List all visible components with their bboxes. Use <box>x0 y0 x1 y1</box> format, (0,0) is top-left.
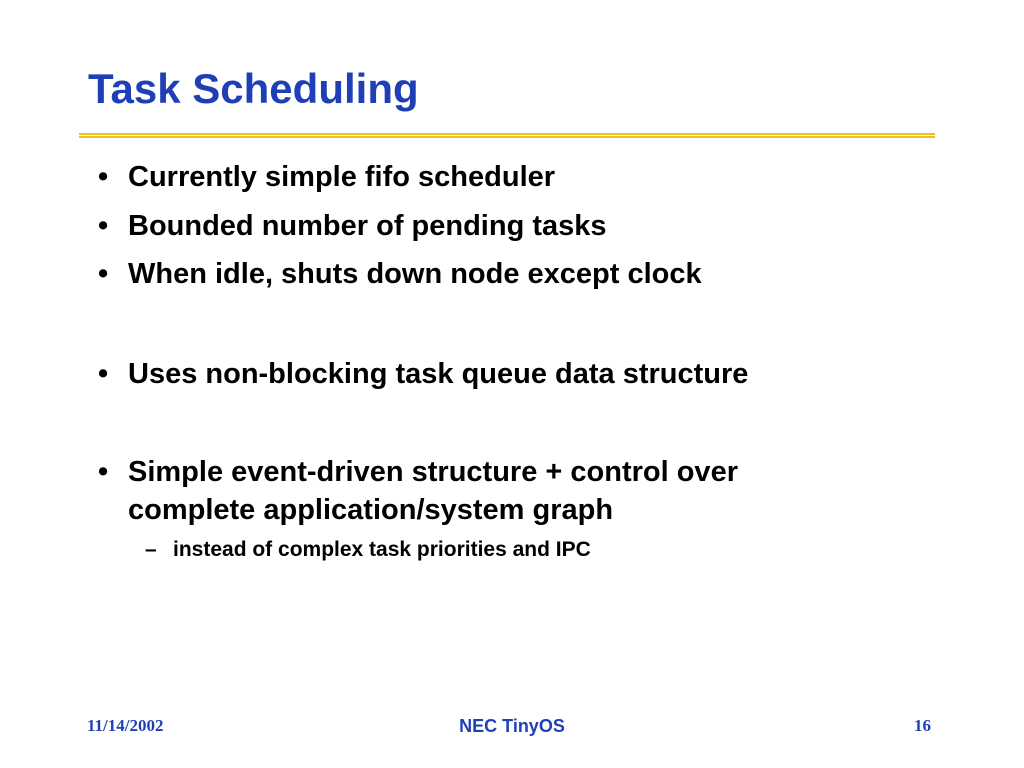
bullet-mark: • <box>98 210 109 242</box>
bullet-text: Simple event-driven structure + control over complete application/system graph <box>128 456 738 526</box>
sub-bullet-mark: – <box>145 538 157 561</box>
footer-date: 11/14/2002 <box>87 716 164 735</box>
bullet-mark: • <box>98 456 109 488</box>
bullet-item <box>98 207 898 245</box>
title-divider <box>79 133 935 138</box>
bullet-text: Uses non-blocking task queue data structure <box>128 358 749 390</box>
bullet-mark: • <box>98 161 109 193</box>
bullet-item <box>98 453 858 529</box>
bullet-item <box>98 355 898 393</box>
page-number: 16 <box>914 716 931 735</box>
slide-title: Task Scheduling <box>88 65 419 112</box>
bullet-text: Currently simple fifo scheduler <box>128 161 556 193</box>
bullet-mark: • <box>98 358 109 390</box>
footer-title: NEC TinyOS <box>459 716 565 736</box>
bullet-text: Bounded number of pending tasks <box>128 210 607 242</box>
sub-bullet-item <box>145 535 591 565</box>
bullet-item <box>98 255 898 293</box>
bullet-mark: • <box>98 258 109 290</box>
bullet-text: When idle, shuts down node except clock <box>128 258 702 290</box>
bullet-item <box>98 158 898 196</box>
sub-bullet-text: instead of complex task priorities and IPC <box>173 538 591 561</box>
